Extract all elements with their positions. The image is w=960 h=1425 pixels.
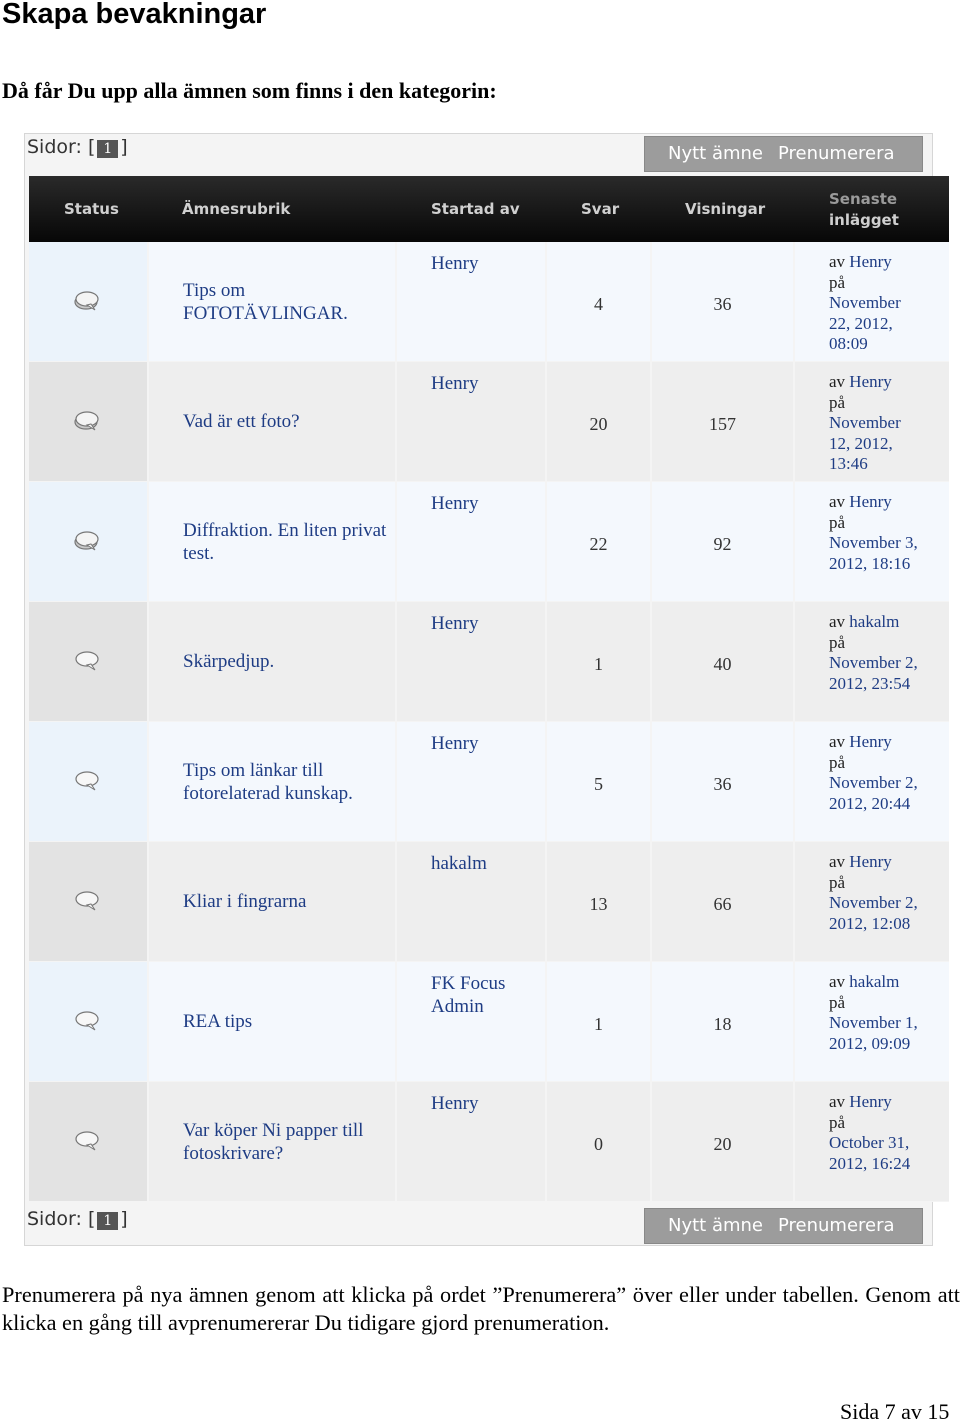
- topic-link[interactable]: Tips om länkar till fotorelaterad kunskap.: [183, 759, 353, 804]
- table-body: [29, 242, 949, 1202]
- replies-cell: [547, 722, 650, 841]
- replies-cell: [547, 242, 650, 361]
- pages-indicator: [27, 136, 128, 158]
- multi-bubble-icon: [73, 410, 99, 428]
- topic-actions: [644, 136, 923, 172]
- last-post-user-link[interactable]: Henry: [849, 372, 892, 391]
- last-post-on-label: på: [829, 1112, 846, 1132]
- last-post-cell: [795, 962, 949, 1081]
- last-post-on-label: på: [829, 752, 846, 772]
- top-pagination-bar: [25, 134, 934, 176]
- topic-link[interactable]: REA tips: [183, 1011, 253, 1032]
- pages-indicator-bottom: [27, 1208, 128, 1230]
- page-number: Sida 7 av 15: [840, 1399, 950, 1424]
- last-post-by-label: av: [829, 612, 846, 631]
- status-cell: [29, 482, 147, 601]
- forum-screenshot: [24, 133, 933, 1246]
- starter-cell: [397, 722, 545, 841]
- views-cell: [652, 482, 793, 601]
- bubble-icon: [73, 890, 99, 908]
- subject-cell: [149, 482, 395, 601]
- last-post-info: [829, 252, 947, 355]
- multi-bubble-icon: [73, 290, 99, 308]
- topic-row: [29, 242, 949, 362]
- subject-cell: [149, 602, 395, 721]
- last-post-date-link[interactable]: November 2, 2012, 23:54: [829, 653, 918, 693]
- views-count: 18: [713, 1014, 732, 1034]
- starter-link[interactable]: Henry: [431, 613, 479, 634]
- last-post-cell: [795, 602, 949, 721]
- starter-cell: [397, 242, 545, 361]
- topic-row: [29, 482, 949, 602]
- replies-cell: [547, 482, 650, 601]
- col-views[interactable]: Visningar: [685, 200, 766, 218]
- last-post-by-label: av: [829, 252, 846, 271]
- intro-text: Då får Du upp alla ämnen som finns i den kategorin:: [2, 78, 497, 103]
- starter-link[interactable]: FK Focus Admin: [431, 973, 506, 1017]
- last-post-date-link[interactable]: November 22, 2012, 08:09: [829, 293, 901, 353]
- bubble-icon: [73, 1130, 99, 1148]
- last-post-user-link[interactable]: Henry: [849, 492, 892, 511]
- views-cell: [652, 242, 793, 361]
- last-post-on-label: på: [829, 632, 846, 652]
- bubble-icon: [73, 770, 99, 788]
- views-count: 36: [713, 294, 732, 314]
- starter-cell: [397, 842, 545, 961]
- views-cell: [652, 362, 793, 481]
- last-post-user-link[interactable]: Henry: [849, 852, 892, 871]
- views-cell: [652, 1082, 793, 1201]
- last-post-date-link[interactable]: November 2, 2012, 20:44: [829, 773, 918, 813]
- starter-cell: [397, 962, 545, 1081]
- subject-cell: [149, 1082, 395, 1201]
- subscribe-button[interactable]: Prenumerera: [778, 143, 895, 164]
- starter-link[interactable]: Henry: [431, 373, 479, 394]
- starter-link[interactable]: Henry: [431, 253, 479, 274]
- replies-count: 5: [594, 774, 603, 794]
- starter-cell: [397, 1082, 545, 1201]
- replies-count: 20: [589, 414, 608, 434]
- topic-link[interactable]: Skärpedjup.: [183, 651, 275, 672]
- status-cell: [29, 842, 147, 961]
- last-post-date-link[interactable]: October 31, 2012, 16:24: [829, 1133, 911, 1173]
- last-post-by-label: av: [829, 372, 846, 391]
- starter-link[interactable]: Henry: [431, 493, 479, 514]
- last-post-on-label: på: [829, 272, 846, 292]
- instruction-text: Prenumerera på nya ämnen genom att klicka på ordet ”Prenumerera” över eller under tabellen. Genom att klicka en gång till avprenumererar Du tidigare gjord prenumeration.: [2, 1282, 960, 1335]
- page-link-current[interactable]: 1: [97, 1212, 118, 1230]
- last-post-on-label: på: [829, 392, 846, 412]
- last-post-cell: [795, 362, 949, 481]
- subject-cell: [149, 842, 395, 961]
- last-post-by-label: av: [829, 492, 846, 511]
- replies-cell: [547, 602, 650, 721]
- views-cell: [652, 842, 793, 961]
- views-count: 36: [713, 774, 732, 794]
- views-cell: [652, 962, 793, 1081]
- last-post-info: [829, 492, 947, 574]
- topic-link[interactable]: Diffraktion. En liten privat test.: [183, 519, 387, 564]
- last-post-date-link[interactable]: November 12, 2012, 13:46: [829, 413, 901, 473]
- topic-row: [29, 962, 949, 1082]
- status-cell: [29, 602, 147, 721]
- replies-cell: [547, 362, 650, 481]
- last-post-user-link[interactable]: hakalm: [849, 972, 900, 991]
- pages-label: Sidor: [: [27, 136, 96, 158]
- subject-cell: [149, 962, 395, 1081]
- topic-link[interactable]: Var köper Ni papper till fotoskrivare?: [183, 1119, 364, 1164]
- replies-count: 1: [594, 654, 603, 674]
- replies-count: 22: [589, 534, 608, 554]
- page-link-current[interactable]: 1: [97, 140, 118, 158]
- pages-label: Sidor: [: [27, 1208, 96, 1230]
- new-topic-button[interactable]: Nytt ämne: [668, 1215, 764, 1236]
- subject-cell: [149, 242, 395, 361]
- views-count: 66: [713, 894, 732, 914]
- col-last-post-line1[interactable]: Senaste: [829, 190, 898, 208]
- last-post-on-label: på: [829, 872, 846, 892]
- last-post-info: [829, 972, 947, 1054]
- status-cell: [29, 242, 147, 361]
- status-cell: [29, 362, 147, 481]
- status-cell: [29, 1082, 147, 1201]
- last-post-by-label: av: [829, 972, 846, 991]
- last-post-info: [829, 1092, 947, 1174]
- col-last-post-line2[interactable]: inlägget: [829, 211, 899, 229]
- last-post-user-link[interactable]: Henry: [849, 732, 892, 751]
- replies-count: 13: [589, 894, 608, 914]
- last-post-cell: [795, 722, 949, 841]
- views-cell: [652, 722, 793, 841]
- col-started-by[interactable]: Startad av: [431, 200, 520, 218]
- last-post-info: [829, 612, 947, 694]
- last-post-info: [829, 372, 947, 475]
- starter-cell: [397, 362, 545, 481]
- last-post-on-label: på: [829, 512, 846, 532]
- last-post-cell: [795, 842, 949, 961]
- topic-row: [29, 1082, 949, 1202]
- views-count: 157: [709, 414, 736, 434]
- views-count: 92: [713, 534, 732, 554]
- starter-link[interactable]: hakalm: [431, 853, 487, 874]
- bubble-icon: [73, 650, 99, 668]
- replies-cell: [547, 1082, 650, 1201]
- replies-count: 1: [594, 1014, 603, 1034]
- multi-bubble-icon: [73, 530, 99, 548]
- last-post-user-link[interactable]: Henry: [849, 1092, 892, 1111]
- replies-count: 0: [594, 1134, 603, 1154]
- last-post-date-link[interactable]: November 1, 2012, 09:09: [829, 1013, 918, 1053]
- page-heading: Skapa bevakningar: [2, 0, 267, 30]
- last-post-user-link[interactable]: hakalm: [849, 612, 900, 631]
- last-post-user-link[interactable]: Henry: [849, 252, 892, 271]
- subject-cell: [149, 362, 395, 481]
- topic-row: [29, 602, 949, 722]
- starter-cell: [397, 482, 545, 601]
- bottom-pagination-bar: [25, 1206, 934, 1248]
- new-topic-button[interactable]: Nytt ämne: [668, 143, 764, 164]
- col-replies[interactable]: Svar: [581, 200, 620, 218]
- pages-close: ]: [120, 136, 128, 158]
- topic-row: [29, 722, 949, 842]
- starter-cell: [397, 602, 545, 721]
- views-count: 40: [713, 654, 732, 674]
- last-post-cell: [795, 242, 949, 361]
- topic-link[interactable]: Kliar i fingrarna: [183, 891, 307, 912]
- views-cell: [652, 602, 793, 721]
- last-post-on-label: på: [829, 992, 846, 1012]
- topic-actions-bottom: [644, 1208, 923, 1244]
- starter-link[interactable]: Henry: [431, 733, 479, 754]
- last-post-by-label: av: [829, 852, 846, 871]
- bubble-icon: [73, 1010, 99, 1028]
- last-post-info: [829, 732, 947, 814]
- table-header: [29, 176, 949, 242]
- views-count: 20: [713, 1134, 732, 1154]
- topic-row: [29, 842, 949, 962]
- status-cell: [29, 962, 147, 1081]
- topic-row: [29, 362, 949, 482]
- last-post-info: [829, 852, 947, 934]
- subscribe-button[interactable]: Prenumerera: [778, 1215, 895, 1236]
- replies-count: 4: [594, 294, 603, 314]
- pages-close: ]: [120, 1208, 128, 1230]
- last-post-date-link[interactable]: November 3, 2012, 18:16: [829, 533, 918, 573]
- last-post-cell: [795, 1082, 949, 1201]
- col-status[interactable]: Status: [64, 200, 119, 218]
- col-subject[interactable]: Ämnesrubrik: [182, 200, 291, 218]
- subject-cell: [149, 722, 395, 841]
- replies-cell: [547, 962, 650, 1081]
- topic-link[interactable]: Vad är ett foto?: [183, 411, 300, 432]
- topic-link[interactable]: Tips om FOTOTÄVLINGAR.: [183, 279, 348, 324]
- last-post-cell: [795, 482, 949, 601]
- last-post-date-link[interactable]: November 2, 2012, 12:08: [829, 893, 918, 933]
- status-cell: [29, 722, 147, 841]
- topic-table: [29, 176, 949, 1202]
- last-post-by-label: av: [829, 1092, 846, 1111]
- replies-cell: [547, 842, 650, 961]
- starter-link[interactable]: Henry: [431, 1093, 479, 1114]
- last-post-by-label: av: [829, 732, 846, 751]
